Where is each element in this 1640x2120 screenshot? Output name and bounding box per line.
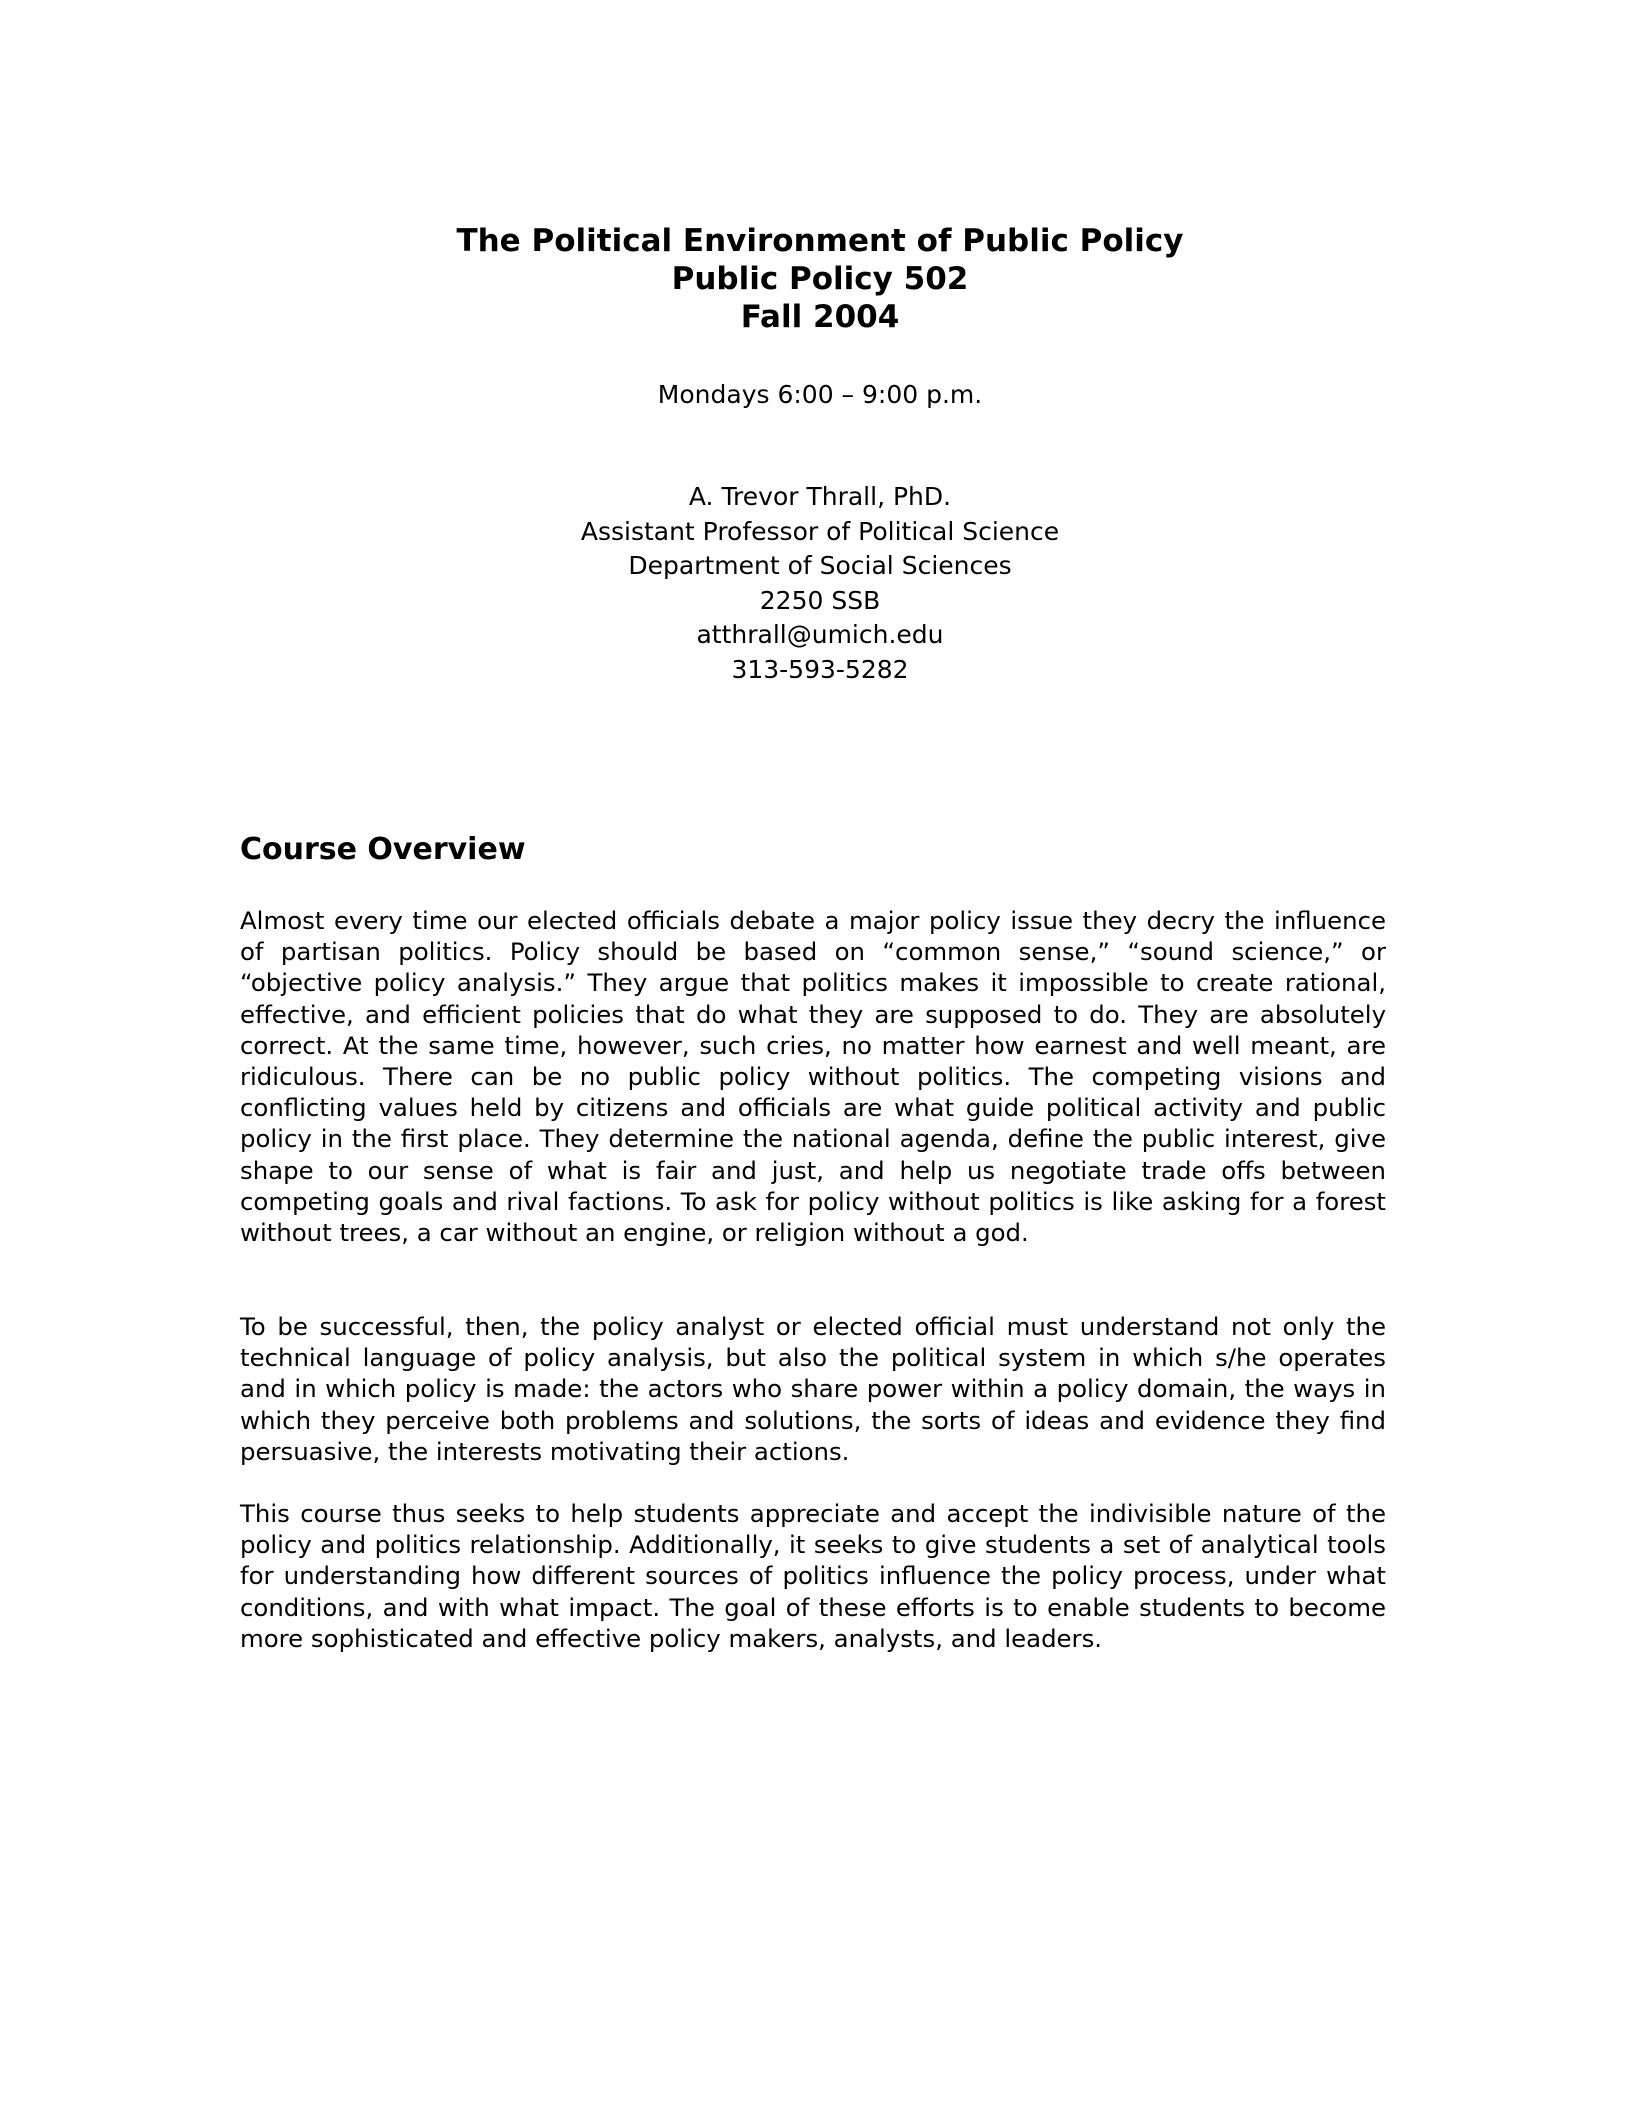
meeting-time: Mondays 6:00 – 9:00 p.m. (657, 380, 983, 409)
course-title-block (0, 222, 1640, 336)
course-title: The Political Environment of Public Policy (456, 223, 1184, 259)
section-heading-course-overview: Course Overview (240, 832, 526, 867)
instructor-name: A. Trevor Thrall, PhD. (688, 482, 952, 511)
instructor-department: Department of Social Sciences (628, 551, 1012, 580)
instructor-phone: 313-593-5282 (731, 654, 909, 684)
instructor-email: atthrall@umich.edu (696, 620, 944, 649)
instructor-contact-block (0, 480, 1640, 687)
overview-paragraph-1: Almost every time our elected officials debate a major policy issue they decry the influence of partisan politics. Policy should be based on “common sense,” “sound science,” or “objective policy analysis.” They argue that politics makes it impossible to create rational, effective, and efficient policies that do what they are supposed to do. They are absolutely correct. At the same time, however, such cries, no matter how earnest and well meant, are ridiculous. There can be no public policy without politics. The competing visions and conflicting values held by citizens and officials are what guide political activity and public policy in the first place. They determine the national agenda, define the public interest, give shape to our sense of what is fair and just, and help us negotiate trade offs between competing goals and rival factions. To ask for policy without politics is like asking for a forest without trees, a car without an engine, or religion without a god. (240, 906, 1386, 1248)
overview-paragraph-2: To be successful, then, the policy analyst or elected official must understand not only the technical language of policy analysis, but also the political system in which s/he operates and in which policy is made: the actors who share power within a policy domain, the ways in which they perceive both problems and solutions, the sorts of ideas and evidence they find persuasive, the interests motivating their actions. (240, 1312, 1386, 1466)
overview-paragraph-3: This course thus seeks to help students appreciate and accept the indivisible nature of the policy and politics relationship. Additionally, it seeks to give students a set of analytical tools for understanding how different sources of politics influence the policy process, under what conditions, and with what impact. The goal of these efforts is to enable students to become more sophisticated and effective policy makers, analysts, and leaders. (240, 1499, 1386, 1653)
instructor-position: Assistant Professor of Political Science (580, 516, 1060, 546)
instructor-office: 2250 SSB (759, 585, 881, 615)
course-number: Public Policy 502 (671, 261, 969, 297)
course-term: Fall 2004 (740, 299, 900, 335)
